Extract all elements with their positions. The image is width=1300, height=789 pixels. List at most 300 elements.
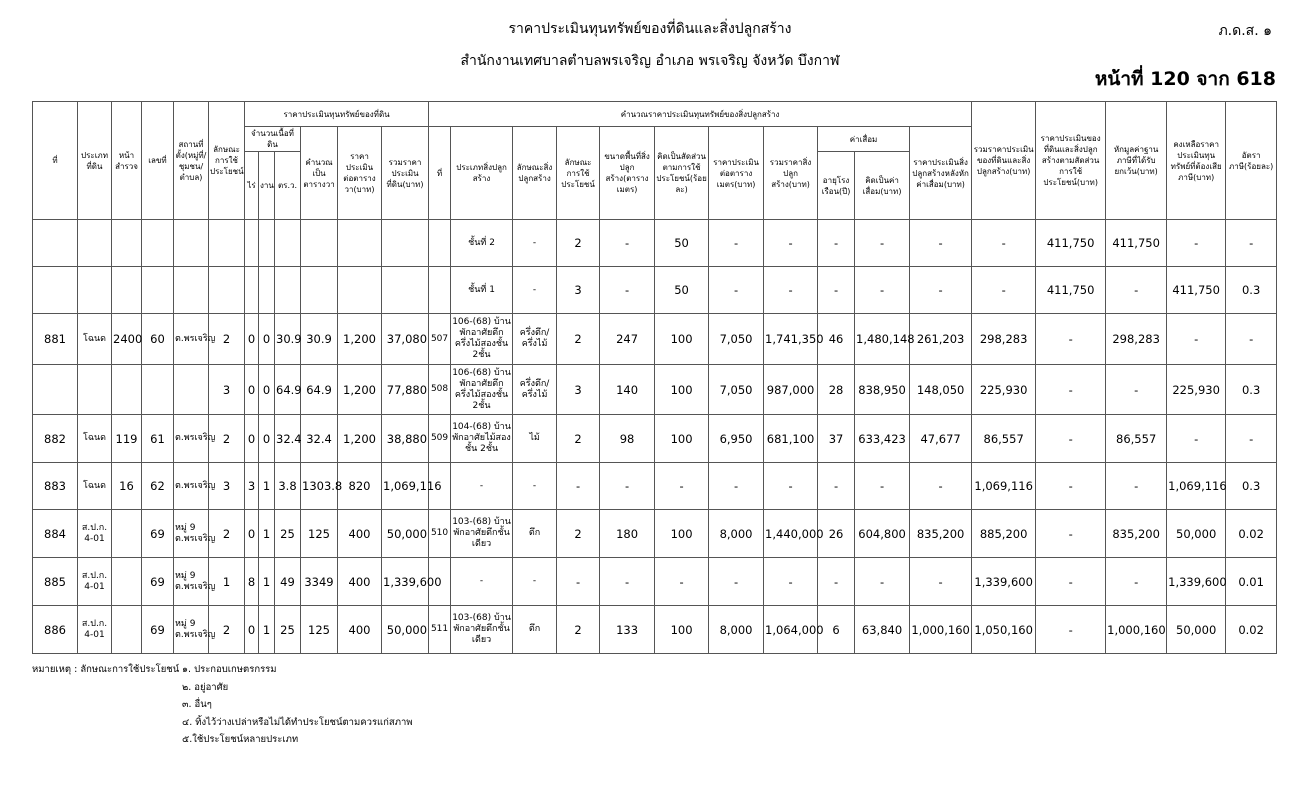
- cell-dep-age: -: [818, 267, 855, 314]
- cell-use: 2: [209, 314, 245, 365]
- cell-taxable: -: [1167, 415, 1226, 463]
- note-item: ๕.ใช้ประโยชน์หลายประเภท: [182, 734, 299, 745]
- cell-tax-rate: -: [1226, 415, 1277, 463]
- cell-b-size: -: [600, 220, 655, 267]
- cell-land-type: ส.ป.ก. 4-01: [78, 606, 112, 654]
- cell-rai: 0: [245, 415, 259, 463]
- cell-tax-rate: 0.3: [1226, 365, 1277, 415]
- cell-wah: [275, 220, 301, 267]
- cell-land-total: 50,000: [382, 510, 429, 558]
- table-row: [33, 463, 1277, 510]
- th-location: สถานที่ตั้ง(หมู่ที่/ชุมชน/ตำบล): [174, 102, 209, 220]
- cell-no: 885: [33, 558, 78, 606]
- cell-b-total: 987,000: [764, 365, 818, 415]
- cell-by-use: 411,750: [1036, 267, 1106, 314]
- cell-price-per-wah: [338, 220, 382, 267]
- cell-b-pct: -: [655, 463, 709, 510]
- cell-taxable: -: [1167, 220, 1226, 267]
- cell-b-type: ชั้นที่ 1: [451, 267, 513, 314]
- cell-b-char: -: [513, 558, 557, 606]
- cell-land-no: 69: [142, 606, 174, 654]
- cell-price-per-wah: 1,200: [338, 314, 382, 365]
- cell-grand-total: 298,283: [972, 314, 1036, 365]
- note-item: ๔. ทิ้งไว้ว่างเปล่าหรือไม่ได้ทำประโยชน์ตามควรแก่สภาพ: [182, 716, 413, 728]
- cell-exempt: 1,000,160: [1106, 606, 1167, 654]
- th-use: ลักษณะการใช้ประโยชน์: [209, 102, 245, 220]
- cell-b-use: 2: [557, 314, 600, 365]
- cell-b-total: 1,741,350: [764, 314, 818, 365]
- page-indicator: หน้าที่ 120 จาก 618: [1094, 68, 1276, 90]
- cell-price-per-wah: 400: [338, 606, 382, 654]
- cell-b-after-dep: -: [910, 267, 972, 314]
- cell-by-use: -: [1036, 510, 1106, 558]
- cell-tax-rate: 0.3: [1226, 267, 1277, 314]
- cell-b-use: 2: [557, 510, 600, 558]
- cell-b-after-dep: 261,203: [910, 314, 972, 365]
- cell-b-use: 3: [557, 365, 600, 415]
- cell-b-pct: 100: [655, 314, 709, 365]
- form-code: ภ.ด.ส. ๑: [1218, 23, 1272, 39]
- cell-taxable: -: [1167, 314, 1226, 365]
- cell-area-calc: 64.9: [301, 365, 338, 415]
- cell-land-type: โฉนด: [78, 314, 112, 365]
- cell-area-calc: [301, 220, 338, 267]
- table-header: [33, 102, 1277, 220]
- cell-ngan: 1: [259, 463, 275, 510]
- cell-dep-amount: 1,480,148: [855, 314, 910, 365]
- cell-price-per-wah: 400: [338, 558, 382, 606]
- cell-exempt: 86,557: [1106, 415, 1167, 463]
- cell-land-total: 38,880: [382, 415, 429, 463]
- cell-b-use: 2: [557, 415, 600, 463]
- cell-land-total: [382, 220, 429, 267]
- cell-wah: 32.4: [275, 415, 301, 463]
- cell-use: [209, 220, 245, 267]
- cell-b-char: ไม้: [513, 415, 557, 463]
- cell-land-total: 1,339,600: [382, 558, 429, 606]
- cell-taxable: 1,339,600: [1167, 558, 1226, 606]
- th-no: ที่: [33, 102, 78, 220]
- th-rai: ไร่: [245, 152, 259, 220]
- cell-use: 2: [209, 415, 245, 463]
- cell-exempt: -: [1106, 365, 1167, 415]
- cell-use: 3: [209, 365, 245, 415]
- cell-b-price: 7,050: [709, 365, 764, 415]
- cell-b-price: -: [709, 220, 764, 267]
- cell-page: 119: [112, 415, 142, 463]
- cell-ngan: 0: [259, 314, 275, 365]
- cell-b-price: -: [709, 267, 764, 314]
- cell-location: หมู่ 9 ต.พรเจริญ: [174, 510, 209, 558]
- cell-no: 881: [33, 314, 78, 365]
- cell-no: [33, 220, 78, 267]
- cell-price-per-wah: 1,200: [338, 365, 382, 415]
- cell-area-calc: 30.9: [301, 314, 338, 365]
- cell-b-type: 106-(68) บ้านพักอาศัยตึกครึ่งไม้สองชั้น 2ชั้น: [451, 365, 513, 415]
- document-title: ราคาประเมินทุนทรัพย์ของที่ดินและสิ่งปลูกสร้าง: [508, 21, 792, 37]
- cell-rai: 3: [245, 463, 259, 510]
- cell-b-after-dep: 148,050: [910, 365, 972, 415]
- cell-ngan: 0: [259, 415, 275, 463]
- cell-grand-total: 885,200: [972, 510, 1036, 558]
- cell-price-per-wah: 820: [338, 463, 382, 510]
- cell-b-no: 509: [429, 415, 451, 463]
- cell-no: 886: [33, 606, 78, 654]
- assessment-table: [32, 101, 1277, 654]
- cell-b-size: 140: [600, 365, 655, 415]
- th-wah: ตร.ว.: [275, 152, 301, 220]
- cell-by-use: -: [1036, 463, 1106, 510]
- cell-land-no: 62: [142, 463, 174, 510]
- table-row: [33, 267, 1277, 314]
- cell-page: [112, 558, 142, 606]
- table-row: [33, 220, 1277, 267]
- cell-dep-age: -: [818, 558, 855, 606]
- cell-rai: 0: [245, 606, 259, 654]
- cell-b-price: 8,000: [709, 606, 764, 654]
- cell-use: [209, 267, 245, 314]
- cell-b-no: 510: [429, 510, 451, 558]
- cell-b-after-dep: -: [910, 558, 972, 606]
- cell-b-use: -: [557, 558, 600, 606]
- cell-b-total: -: [764, 220, 818, 267]
- cell-b-pct: 50: [655, 220, 709, 267]
- cell-grand-total: 225,930: [972, 365, 1036, 415]
- cell-b-no: [429, 267, 451, 314]
- cell-grand-total: 1,050,160: [972, 606, 1036, 654]
- cell-b-type: ชั้นที่ 2: [451, 220, 513, 267]
- th-land-no: เลขที่: [142, 102, 174, 220]
- cell-use: 2: [209, 510, 245, 558]
- cell-b-size: 247: [600, 314, 655, 365]
- cell-b-after-dep: -: [910, 463, 972, 510]
- th-b-pct: คิดเป็นสัดส่วนตามการใช้ประโยชน์(ร้อยละ): [655, 127, 709, 220]
- cell-b-size: 98: [600, 415, 655, 463]
- cell-dep-amount: 633,423: [855, 415, 910, 463]
- cell-location: [174, 220, 209, 267]
- cell-no: [33, 365, 78, 415]
- cell-b-total: 1,440,000: [764, 510, 818, 558]
- cell-land-type: โฉนด: [78, 463, 112, 510]
- cell-b-total: 1,064,000: [764, 606, 818, 654]
- cell-b-after-dep: 835,200: [910, 510, 972, 558]
- cell-page: [112, 267, 142, 314]
- cell-rai: [245, 220, 259, 267]
- cell-b-price: -: [709, 558, 764, 606]
- cell-land-no: [142, 365, 174, 415]
- cell-b-price: -: [709, 463, 764, 510]
- cell-wah: 30.9: [275, 314, 301, 365]
- th-b-type: ประเภทสิ่งปลูกสร้าง: [451, 127, 513, 220]
- cell-land-no: 69: [142, 558, 174, 606]
- cell-taxable: 50,000: [1167, 606, 1226, 654]
- cell-b-after-dep: 47,677: [910, 415, 972, 463]
- cell-location: ต.พรเจริญ: [174, 415, 209, 463]
- cell-area-calc: 3349: [301, 558, 338, 606]
- cell-b-use: 2: [557, 220, 600, 267]
- th-land-group: ราคาประเมินทุนทรัพย์ของที่ดิน: [245, 102, 429, 127]
- cell-area-calc: 125: [301, 510, 338, 558]
- cell-dep-amount: -: [855, 463, 910, 510]
- th-b-total: รวมราคาสิ่งปลูกสร้าง(บาท): [764, 127, 818, 220]
- cell-by-use: 411,750: [1036, 220, 1106, 267]
- cell-b-type: -: [451, 463, 513, 510]
- cell-grand-total: 86,557: [972, 415, 1036, 463]
- cell-b-type: 104-(68) บ้านพักอาศัยไม้สองชั้น 2ชั้น: [451, 415, 513, 463]
- cell-no: [33, 267, 78, 314]
- th-b-size: ขนาดพื้นที่สิ่งปลูกสร้าง(ตารางเมตร): [600, 127, 655, 220]
- cell-b-no: 511: [429, 606, 451, 654]
- cell-b-size: 180: [600, 510, 655, 558]
- cell-land-no: 69: [142, 510, 174, 558]
- th-price-per-wah: ราคาประเมินต่อตารางวา(บาท): [338, 127, 382, 220]
- cell-rai: 0: [245, 314, 259, 365]
- cell-location: หมู่ 9 ต.พรเจริญ: [174, 558, 209, 606]
- cell-location: [174, 267, 209, 314]
- cell-b-char: ตึก: [513, 606, 557, 654]
- cell-page: 2400: [112, 314, 142, 365]
- table-row: [33, 606, 1277, 654]
- cell-by-use: -: [1036, 415, 1106, 463]
- cell-by-use: -: [1036, 606, 1106, 654]
- th-b-price: ราคาประเมินต่อตารางเมตร(บาท): [709, 127, 764, 220]
- th-tax-rate: อัตราภาษี(ร้อยละ): [1226, 102, 1277, 220]
- cell-page: [112, 510, 142, 558]
- cell-taxable: 1,069,116: [1167, 463, 1226, 510]
- cell-tax-rate: -: [1226, 220, 1277, 267]
- th-taxable: คงเหลือราคาประเมินทุนทรัพย์ที่ต้องเสียภาษี(บาท): [1167, 102, 1226, 220]
- th-dep-age: อายุโรงเรือน(ปี): [818, 152, 855, 220]
- cell-exempt: 298,283: [1106, 314, 1167, 365]
- cell-dep-age: 28: [818, 365, 855, 415]
- cell-dep-age: 26: [818, 510, 855, 558]
- cell-land-total: 50,000: [382, 606, 429, 654]
- cell-b-size: -: [600, 558, 655, 606]
- cell-land-total: 37,080: [382, 314, 429, 365]
- cell-b-type: -: [451, 558, 513, 606]
- cell-page: [112, 365, 142, 415]
- th-area-calc: คำนวณเป็นตารางวา: [301, 127, 338, 220]
- cell-ngan: [259, 220, 275, 267]
- cell-page: [112, 220, 142, 267]
- cell-dep-age: 46: [818, 314, 855, 365]
- cell-land-type: [78, 220, 112, 267]
- cell-no: 883: [33, 463, 78, 510]
- table-row: [33, 558, 1277, 606]
- cell-b-char: -: [513, 267, 557, 314]
- cell-rai: [245, 267, 259, 314]
- cell-land-total: 1,069,116: [382, 463, 429, 510]
- th-land-type: ประเภทที่ดิน: [78, 102, 112, 220]
- cell-location: ต.พรเจริญ: [174, 463, 209, 510]
- cell-area-calc: 1303.8: [301, 463, 338, 510]
- cell-taxable: 50,000: [1167, 510, 1226, 558]
- cell-ngan: 1: [259, 510, 275, 558]
- cell-use: 1: [209, 558, 245, 606]
- cell-wah: 25: [275, 510, 301, 558]
- cell-land-total: [382, 267, 429, 314]
- th-dep-group: ค่าเสื่อม: [818, 127, 910, 152]
- cell-dep-age: 6: [818, 606, 855, 654]
- th-ngan: งาน: [259, 152, 275, 220]
- cell-b-char: -: [513, 220, 557, 267]
- cell-tax-rate: 0.01: [1226, 558, 1277, 606]
- cell-location: หมู่ 9 ต.พรเจริญ: [174, 606, 209, 654]
- cell-use: 3: [209, 463, 245, 510]
- th-dep-amount: คิดเป็นค่าเสื่อม(บาท): [855, 152, 910, 220]
- cell-exempt: -: [1106, 558, 1167, 606]
- th-grand-total: รวมราคาประเมินของที่ดินและสิ่งปลูกสร้าง(บาท): [972, 102, 1036, 220]
- th-b-after-dep: ราคาประเมินสิ่งปลูกสร้างหลังหักค่าเสื่อม(บาท): [910, 127, 972, 220]
- cell-land-no: 61: [142, 415, 174, 463]
- cell-price-per-wah: [338, 267, 382, 314]
- cell-b-type: 103-(68) บ้านพักอาศัยตึกชั้นเดียว: [451, 606, 513, 654]
- cell-b-pct: 50: [655, 267, 709, 314]
- cell-by-use: -: [1036, 314, 1106, 365]
- cell-b-use: 3: [557, 267, 600, 314]
- cell-area-calc: 125: [301, 606, 338, 654]
- cell-b-price: 6,950: [709, 415, 764, 463]
- cell-b-total: -: [764, 558, 818, 606]
- cell-rai: 0: [245, 365, 259, 415]
- table-row: [33, 365, 1277, 415]
- note-item: ๓. อื่นๆ: [182, 699, 212, 710]
- table-row: [33, 415, 1277, 463]
- cell-page: 16: [112, 463, 142, 510]
- cell-no: 884: [33, 510, 78, 558]
- cell-b-no: [429, 220, 451, 267]
- th-area-group: จำนวนเนื้อที่ดิน: [245, 127, 301, 152]
- cell-exempt: -: [1106, 463, 1167, 510]
- cell-wah: 25: [275, 606, 301, 654]
- cell-b-total: -: [764, 463, 818, 510]
- note-item: ๒. อยู่อาศัย: [182, 681, 229, 693]
- cell-dep-amount: 63,840: [855, 606, 910, 654]
- cell-no: 882: [33, 415, 78, 463]
- cell-ngan: 0: [259, 365, 275, 415]
- cell-wah: 3.8: [275, 463, 301, 510]
- cell-b-char: -: [513, 463, 557, 510]
- th-page: หน้าสำรวจ: [112, 102, 142, 220]
- cell-page: [112, 606, 142, 654]
- cell-wah: [275, 267, 301, 314]
- cell-b-pct: 100: [655, 365, 709, 415]
- cell-price-per-wah: 1,200: [338, 415, 382, 463]
- cell-location: [174, 365, 209, 415]
- cell-location: ต.พรเจริญ: [174, 314, 209, 365]
- cell-area-calc: 32.4: [301, 415, 338, 463]
- cell-b-total: -: [764, 267, 818, 314]
- cell-b-after-dep: -: [910, 220, 972, 267]
- cell-b-use: 2: [557, 606, 600, 654]
- cell-dep-age: -: [818, 463, 855, 510]
- notes-label: หมายเหตุ : ลักษณะการใช้ประโยชน์: [32, 664, 180, 675]
- cell-b-type: 106-(68) บ้านพักอาศัยตึกครึ่งไม้สองชั้น 2ชั้น: [451, 314, 513, 365]
- cell-land-type: [78, 267, 112, 314]
- th-building-group: คำนวณราคาประเมินทุนทรัพย์ของสิ่งปลูกสร้าง: [429, 102, 972, 127]
- th-b-char: ลักษณะสิ่งปลูกสร้าง: [513, 127, 557, 220]
- cell-grand-total: -: [972, 267, 1036, 314]
- cell-b-type: 103-(68) บ้านพักอาศัยตึกชั้นเดียว: [451, 510, 513, 558]
- table-row: [33, 314, 1277, 365]
- cell-land-no: 60: [142, 314, 174, 365]
- cell-b-pct: 100: [655, 415, 709, 463]
- cell-b-price: 8,000: [709, 510, 764, 558]
- cell-use: 2: [209, 606, 245, 654]
- cell-by-use: -: [1036, 365, 1106, 415]
- cell-b-size: 133: [600, 606, 655, 654]
- note-item: ๑. ประกอบเกษตรกรรม: [182, 664, 277, 675]
- cell-land-no: [142, 220, 174, 267]
- cell-b-size: -: [600, 267, 655, 314]
- cell-b-use: -: [557, 463, 600, 510]
- cell-b-no: 508: [429, 365, 451, 415]
- th-b-use: ลักษณะการใช้ประโยชน์: [557, 127, 600, 220]
- cell-land-total: 77,880: [382, 365, 429, 415]
- table-row: [33, 510, 1277, 558]
- cell-b-char: ครึ่งตึก/ครึ่งไม้: [513, 314, 557, 365]
- cell-tax-rate: 0.02: [1226, 510, 1277, 558]
- cell-land-type: ส.ป.ก. 4-01: [78, 558, 112, 606]
- cell-grand-total: -: [972, 220, 1036, 267]
- th-exempt: หักมูลค่าฐานภาษีที่ได้รับยกเว้น(บาท): [1106, 102, 1167, 220]
- cell-land-type: โฉนด: [78, 415, 112, 463]
- cell-b-price: 7,050: [709, 314, 764, 365]
- cell-dep-amount: 838,950: [855, 365, 910, 415]
- cell-rai: 0: [245, 510, 259, 558]
- cell-by-use: -: [1036, 558, 1106, 606]
- cell-grand-total: 1,339,600: [972, 558, 1036, 606]
- cell-tax-rate: -: [1226, 314, 1277, 365]
- cell-dep-amount: -: [855, 267, 910, 314]
- office-name: สำนักงานเทศบาลตำบลพรเจริญ อำเภอ พรเจริญ จังหวัด บึงกาฬ: [460, 53, 840, 69]
- cell-wah: 64.9: [275, 365, 301, 415]
- cell-wah: 49: [275, 558, 301, 606]
- cell-ngan: 1: [259, 558, 275, 606]
- cell-dep-amount: 604,800: [855, 510, 910, 558]
- cell-exempt: 835,200: [1106, 510, 1167, 558]
- cell-exempt: 411,750: [1106, 220, 1167, 267]
- cell-dep-amount: -: [855, 220, 910, 267]
- cell-b-size: -: [600, 463, 655, 510]
- cell-tax-rate: 0.02: [1226, 606, 1277, 654]
- cell-b-char: ตึก: [513, 510, 557, 558]
- cell-grand-total: 1,069,116: [972, 463, 1036, 510]
- cell-b-pct: 100: [655, 606, 709, 654]
- cell-b-pct: -: [655, 558, 709, 606]
- cell-ngan: 1: [259, 606, 275, 654]
- cell-b-total: 681,100: [764, 415, 818, 463]
- cell-land-no: [142, 267, 174, 314]
- cell-dep-amount: -: [855, 558, 910, 606]
- cell-land-type: ส.ป.ก. 4-01: [78, 510, 112, 558]
- cell-land-type: [78, 365, 112, 415]
- cell-b-pct: 100: [655, 510, 709, 558]
- table-body: [33, 220, 1277, 654]
- th-land-total: รวมราคาประเมินที่ดิน(บาท): [382, 127, 429, 220]
- cell-b-char: ครึ่งตึก/ครึ่งไม้: [513, 365, 557, 415]
- cell-taxable: 225,930: [1167, 365, 1226, 415]
- cell-exempt: -: [1106, 267, 1167, 314]
- cell-area-calc: [301, 267, 338, 314]
- th-b-no: ที่: [429, 127, 451, 220]
- cell-price-per-wah: 400: [338, 510, 382, 558]
- cell-dep-age: -: [818, 220, 855, 267]
- cell-ngan: [259, 267, 275, 314]
- cell-rai: 8: [245, 558, 259, 606]
- cell-tax-rate: 0.3: [1226, 463, 1277, 510]
- cell-b-after-dep: 1,000,160: [910, 606, 972, 654]
